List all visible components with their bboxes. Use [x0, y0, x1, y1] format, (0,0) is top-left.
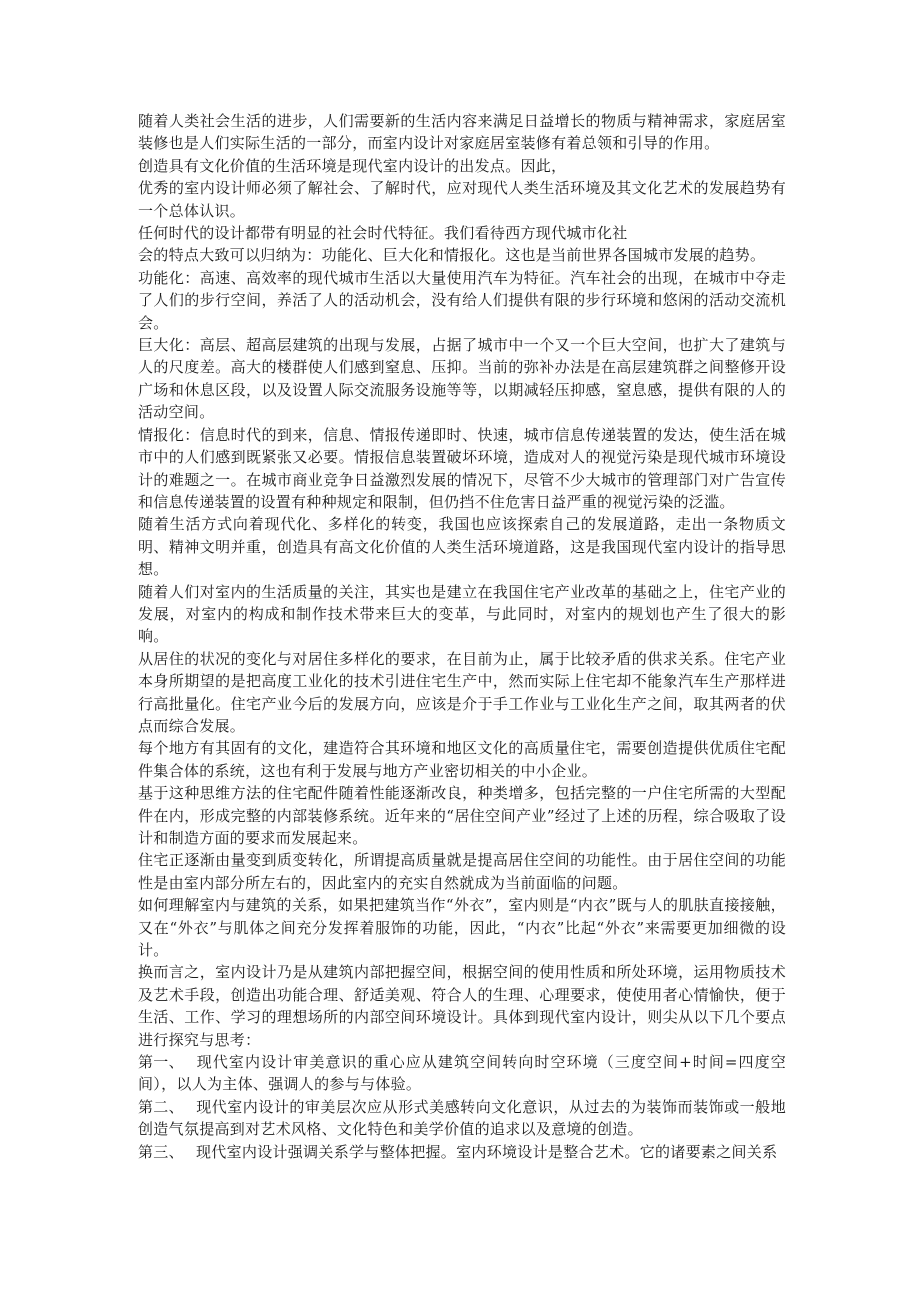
list-item-label: 第一、: [138, 1053, 184, 1072]
list-item-text: 现代室内设计强调关系学与整体把握。室内环境设计是整合艺术。它的诸要素之间关系: [196, 1142, 778, 1161]
paragraph: 优秀的室内设计师必须了解社会、了解时代，应对现代人类生活环境及其文化艺术的发展趋势有一个总体认识。: [138, 179, 786, 220]
paragraph: 随着生活方式向着现代化、多样化的转变，我国也应该探索自己的发展道路，走出一条物质文明、精神文明并重，创造具有高文化价值的人类生活环境道路，这是我国现代室内设计的指导思想。: [138, 515, 786, 579]
paragraph: 功能化：高速、高效率的现代城市生活以大量使用汽车为特征。汽车社会的出现，在城市中夺走了人们的步行空间，养活了人的活动机会，没有给人们提供有限的步行环境和悠闲的活动交流机会。: [138, 268, 786, 332]
paragraph: 每个地方有其固有的文化，建造符合其环境和地区文化的高质量住宅，需要创造提供优质住宅配件集合体的系统，这也有利于发展与地方产业密切相关的中小企业。: [138, 739, 786, 780]
list-item-label: 第二、: [138, 1097, 184, 1116]
list-item: [138, 1141, 786, 1163]
list-item: [138, 1051, 786, 1096]
paragraph: 情报化：信息时代的到来，信息、情报传递即时、快速，城市信息传递装置的发达，使生活在城市中的人们感到既紧张又必要。情报信息装置破坏环境，造成对人的视觉污染是现代城市环境设计的难题之一。在城市商业竞争日益激烈发展的情况下，尽管不少大城市的管理部门对广告宣传和信息传递装置的设置有种种规定和限制，但仍挡不住危害日益严重的视觉污染的泛滥。: [138, 425, 786, 511]
paragraph: 创造具有文化价值的生活环境是现代室内设计的出发点。因此，: [138, 156, 567, 175]
list-item-text: 现代室内设计审美意识的重心应从建筑空间转向时空环境（三度空间+时间=四度空间），以人为主体、强调人的参与与体验。: [138, 1053, 786, 1094]
paragraph: 换而言之，室内设计乃是从建筑内部把握空间，根据空间的使用性质和所处环境，运用物质技术及艺术手段，创造出功能合理、舒适美观、符合人的生理、心理要求，使使用者心情愉快，便于生活、工作、学习的理想场所的内部空间环境设计。具体到现代室内设计，则尖从以下几个要点进行探究与思考：: [138, 963, 786, 1049]
paragraph: 基于这种思维方法的住宅配件随着性能逐渐改良，种类增多，包括完整的一户住宅所需的大型配件在内，形成完整的内部装修系统。近年来的“居住空间产业”经过了上述的历程，综合吸取了设计和制造方面的要求而发展起来。: [138, 784, 786, 847]
paragraph: 住宅正逐渐由量变到质变转化，所谓提高质量就是提高居住空间的功能性。由于居住空间的功能性是由室内部分所左右的，因此室内的充实自然就成为当前面临的问题。: [138, 851, 786, 892]
list-item: [138, 1096, 786, 1141]
paragraph: 随着人们对室内的生活质量的关注，其实也是建立在我国住宅产业改革的基础之上，住宅产业的发展，对室内的构成和制作技术带来巨大的变革，与此同时，对室内的规划也产生了很大的影响。: [138, 582, 786, 646]
paragraph: 随着人类社会生活的进步，人们需要新的生活内容来满足日益增长的物质与精神需求，家庭居室装修也是人们实际生活的一部分，而室内设计对家庭居室装修有着总领和引导的作用。: [138, 112, 786, 153]
paragraph: 从居住的状况的变化与对居住多样化的要求，在目前为止，属于比较矛盾的供求关系。住宅产业本身所期望的是把高度工业化的技术引进住宅生产中，然而实际上住宅却不能象汽车生产那样进行高批量化。住宅产业今后的发展方向，应该是介于手工作业与工业化生产之间，取其两者的伏点而综合发展。: [138, 649, 786, 735]
paragraph: 如何理解室内与建筑的关系，如果把建筑当作“外衣”，室内则是“内衣”既与人的肌肤直接接触，又在“外衣”与肌体之间充分发挥着服饰的功能，因此，“内衣”比起“外衣”来需要更加细微的设计。: [138, 896, 786, 960]
document-body: [138, 110, 786, 1163]
paragraph: 任何时代的设计都带有明显的社会时代特征。我们看待西方现代城市化社: [138, 224, 628, 243]
paragraph: 巨大化：高层、超高层建筑的出现与发展，占据了城市中一个又一个巨大空间，也扩大了建筑与人的尺度差。高大的楼群使人们感到窒息、压抑。当前的弥补办法是在高层建筑群之间整修开设广场和休息区段，以及设置人际交流服务设施等等，以期减轻压抑感，窒息感，提供有限的人的活动空间。: [138, 336, 786, 422]
list-item-label: 第三、: [138, 1142, 184, 1161]
list-item-text: 现代室内设计的审美层次应从形式美感转向文化意识，从过去的为装饰而装饰或一般地创造气氛提高到对艺术风格、文化特色和美学价值的追求以及意境的创造。: [138, 1097, 786, 1139]
paragraph: 会的特点大致可以归纳为：功能化、巨大化和情报化。这也是当前世界各国城市发展的趋势。: [138, 246, 766, 265]
